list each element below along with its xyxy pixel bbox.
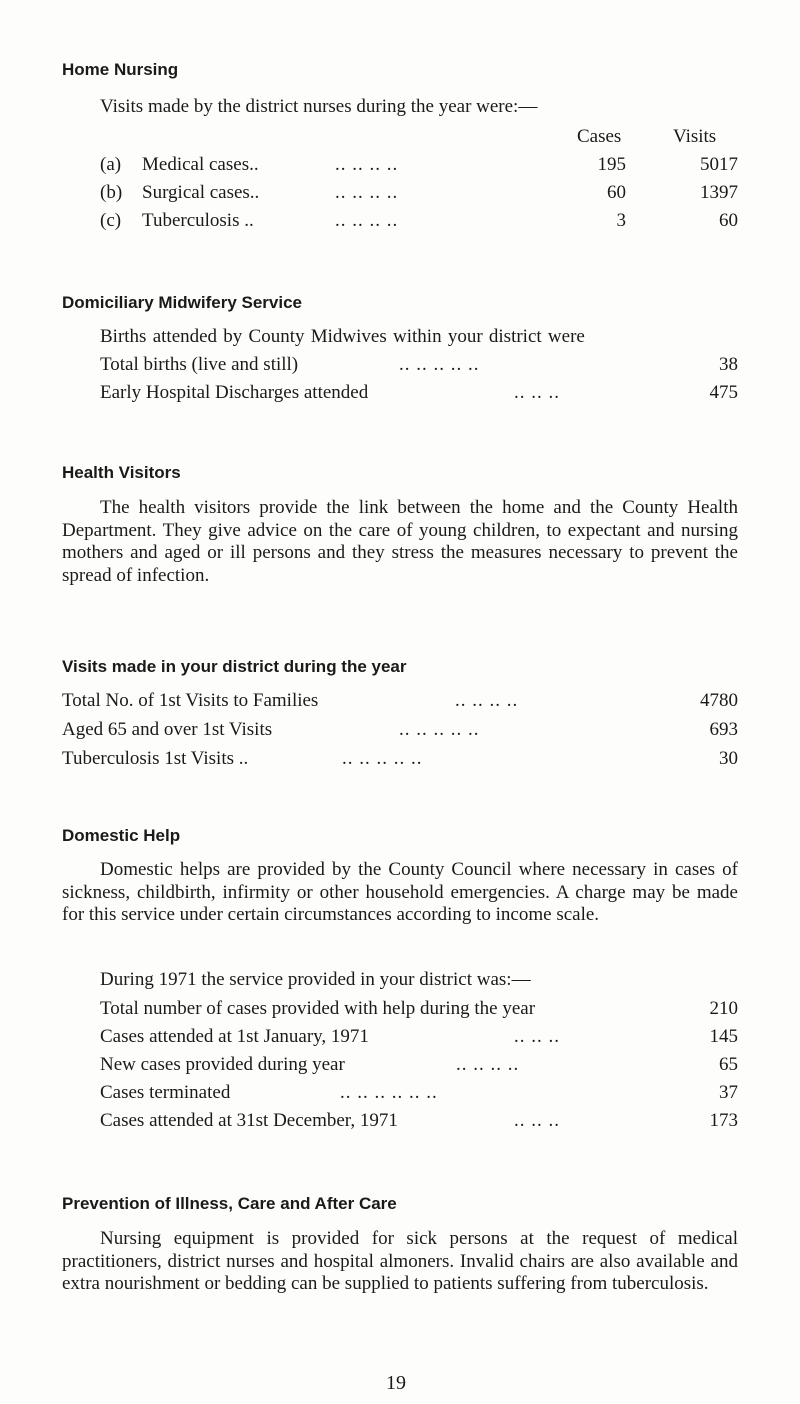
row-letter: (b) xyxy=(100,182,123,203)
row-label: Total number of cases provided with help during the year xyxy=(100,998,536,1019)
row-label: Medical cases.. xyxy=(142,154,259,175)
row-label: Total No. of 1st Visits to Families xyxy=(62,690,319,711)
leader-dots: .. .. .. .. xyxy=(455,690,519,711)
row-label: Aged 65 and over 1st Visits xyxy=(62,719,273,740)
visits-column-header: Visits xyxy=(673,126,717,147)
row-letter: (a) xyxy=(100,154,122,175)
home-nursing-heading: Home Nursing xyxy=(62,60,179,79)
domestic-value: 37 xyxy=(719,1082,738,1103)
health-visitors-heading: Health Visitors xyxy=(62,463,181,482)
domestic-value: 173 xyxy=(709,1110,738,1131)
row-label: Tuberculosis .. xyxy=(142,210,254,231)
domestic-help-paragraph: Domestic helps are provided by the County Council where necessary in cases of sickness, childbirth, infirmity or other household emergencies. A charge may be made for this service under certain circumstances according to income scale. xyxy=(62,859,738,925)
row-label: New cases provided during year xyxy=(100,1054,345,1075)
midwifery-value: 38 xyxy=(719,354,738,375)
domestic-value: 65 xyxy=(719,1054,738,1075)
visits-value: 60 xyxy=(719,210,738,231)
row-label: Cases attended at 31st December, 1971 xyxy=(100,1110,398,1131)
visits-made-heading: Visits made in your district during the year xyxy=(62,657,407,676)
visits-value: 693 xyxy=(709,719,738,740)
leader-dots: .. .. .. .. xyxy=(335,210,399,231)
leader-dots: .. .. .. xyxy=(514,1110,560,1131)
cases-column-header: Cases xyxy=(577,126,622,147)
domestic-value: 145 xyxy=(709,1026,738,1047)
leader-dots: .. .. .. xyxy=(514,382,560,403)
row-letter: (c) xyxy=(100,210,122,231)
leader-dots: .. .. .. .. .. xyxy=(399,354,480,375)
midwifery-value: 475 xyxy=(709,382,738,403)
leader-dots: .. .. .. .. xyxy=(335,154,399,175)
leader-dots: .. .. .. .. .. xyxy=(342,748,423,769)
row-label: Cases terminated xyxy=(100,1082,231,1103)
domestic-help-intro: During 1971 the service provided in your district was:— xyxy=(100,969,531,990)
visits-value: 30 xyxy=(719,748,738,769)
home-nursing-intro: Visits made by the district nurses during the year were:— xyxy=(100,96,538,117)
cases-value: 195 xyxy=(597,154,626,175)
leader-dots: .. .. .. .. .. .. xyxy=(340,1082,438,1103)
leader-dots: .. .. .. .. xyxy=(335,182,399,203)
domestic-help-heading: Domestic Help xyxy=(62,826,181,845)
cases-value: 3 xyxy=(616,210,626,231)
row-label: Cases attended at 1st January, 1971 xyxy=(100,1026,369,1047)
prevention-heading: Prevention of Illness, Care and After Care xyxy=(62,1194,397,1213)
leader-dots: .. .. .. .. .. xyxy=(399,719,480,740)
prevention-paragraph: Nursing equipment is provided for sick persons at the request of medical practitioners, district nurses and hospital almoners. Invalid chairs are also available and extra nourishment or bedding can be supplied to patients suffering from tuberculosis. xyxy=(62,1228,738,1294)
visits-value: 5017 xyxy=(700,154,738,175)
health-visitors-paragraph: The health visitors provide the link between the home and the County Health Department. They give advice on the care of young children, to expectant and nursing mothers and aged or ill persons and they stress the measures necessary to prevent the spread of infection. xyxy=(62,497,738,586)
midwifery-heading: Domiciliary Midwifery Service xyxy=(62,293,302,312)
midwifery-intro: Births attended by County Midwives within your district were xyxy=(100,326,585,347)
visits-value: 4780 xyxy=(700,690,738,711)
cases-value: 60 xyxy=(607,182,626,203)
leader-dots: .. .. .. xyxy=(514,1026,560,1047)
visits-value: 1397 xyxy=(700,182,738,203)
row-label: Early Hospital Discharges attended xyxy=(100,382,369,403)
domestic-value: 210 xyxy=(709,998,738,1019)
row-label: Surgical cases.. xyxy=(142,182,260,203)
page-number: 19 xyxy=(386,1372,406,1394)
leader-dots: .. .. .. .. xyxy=(456,1054,520,1075)
row-label: Tuberculosis 1st Visits .. xyxy=(62,748,249,769)
row-label: Total births (live and still) xyxy=(100,354,299,375)
